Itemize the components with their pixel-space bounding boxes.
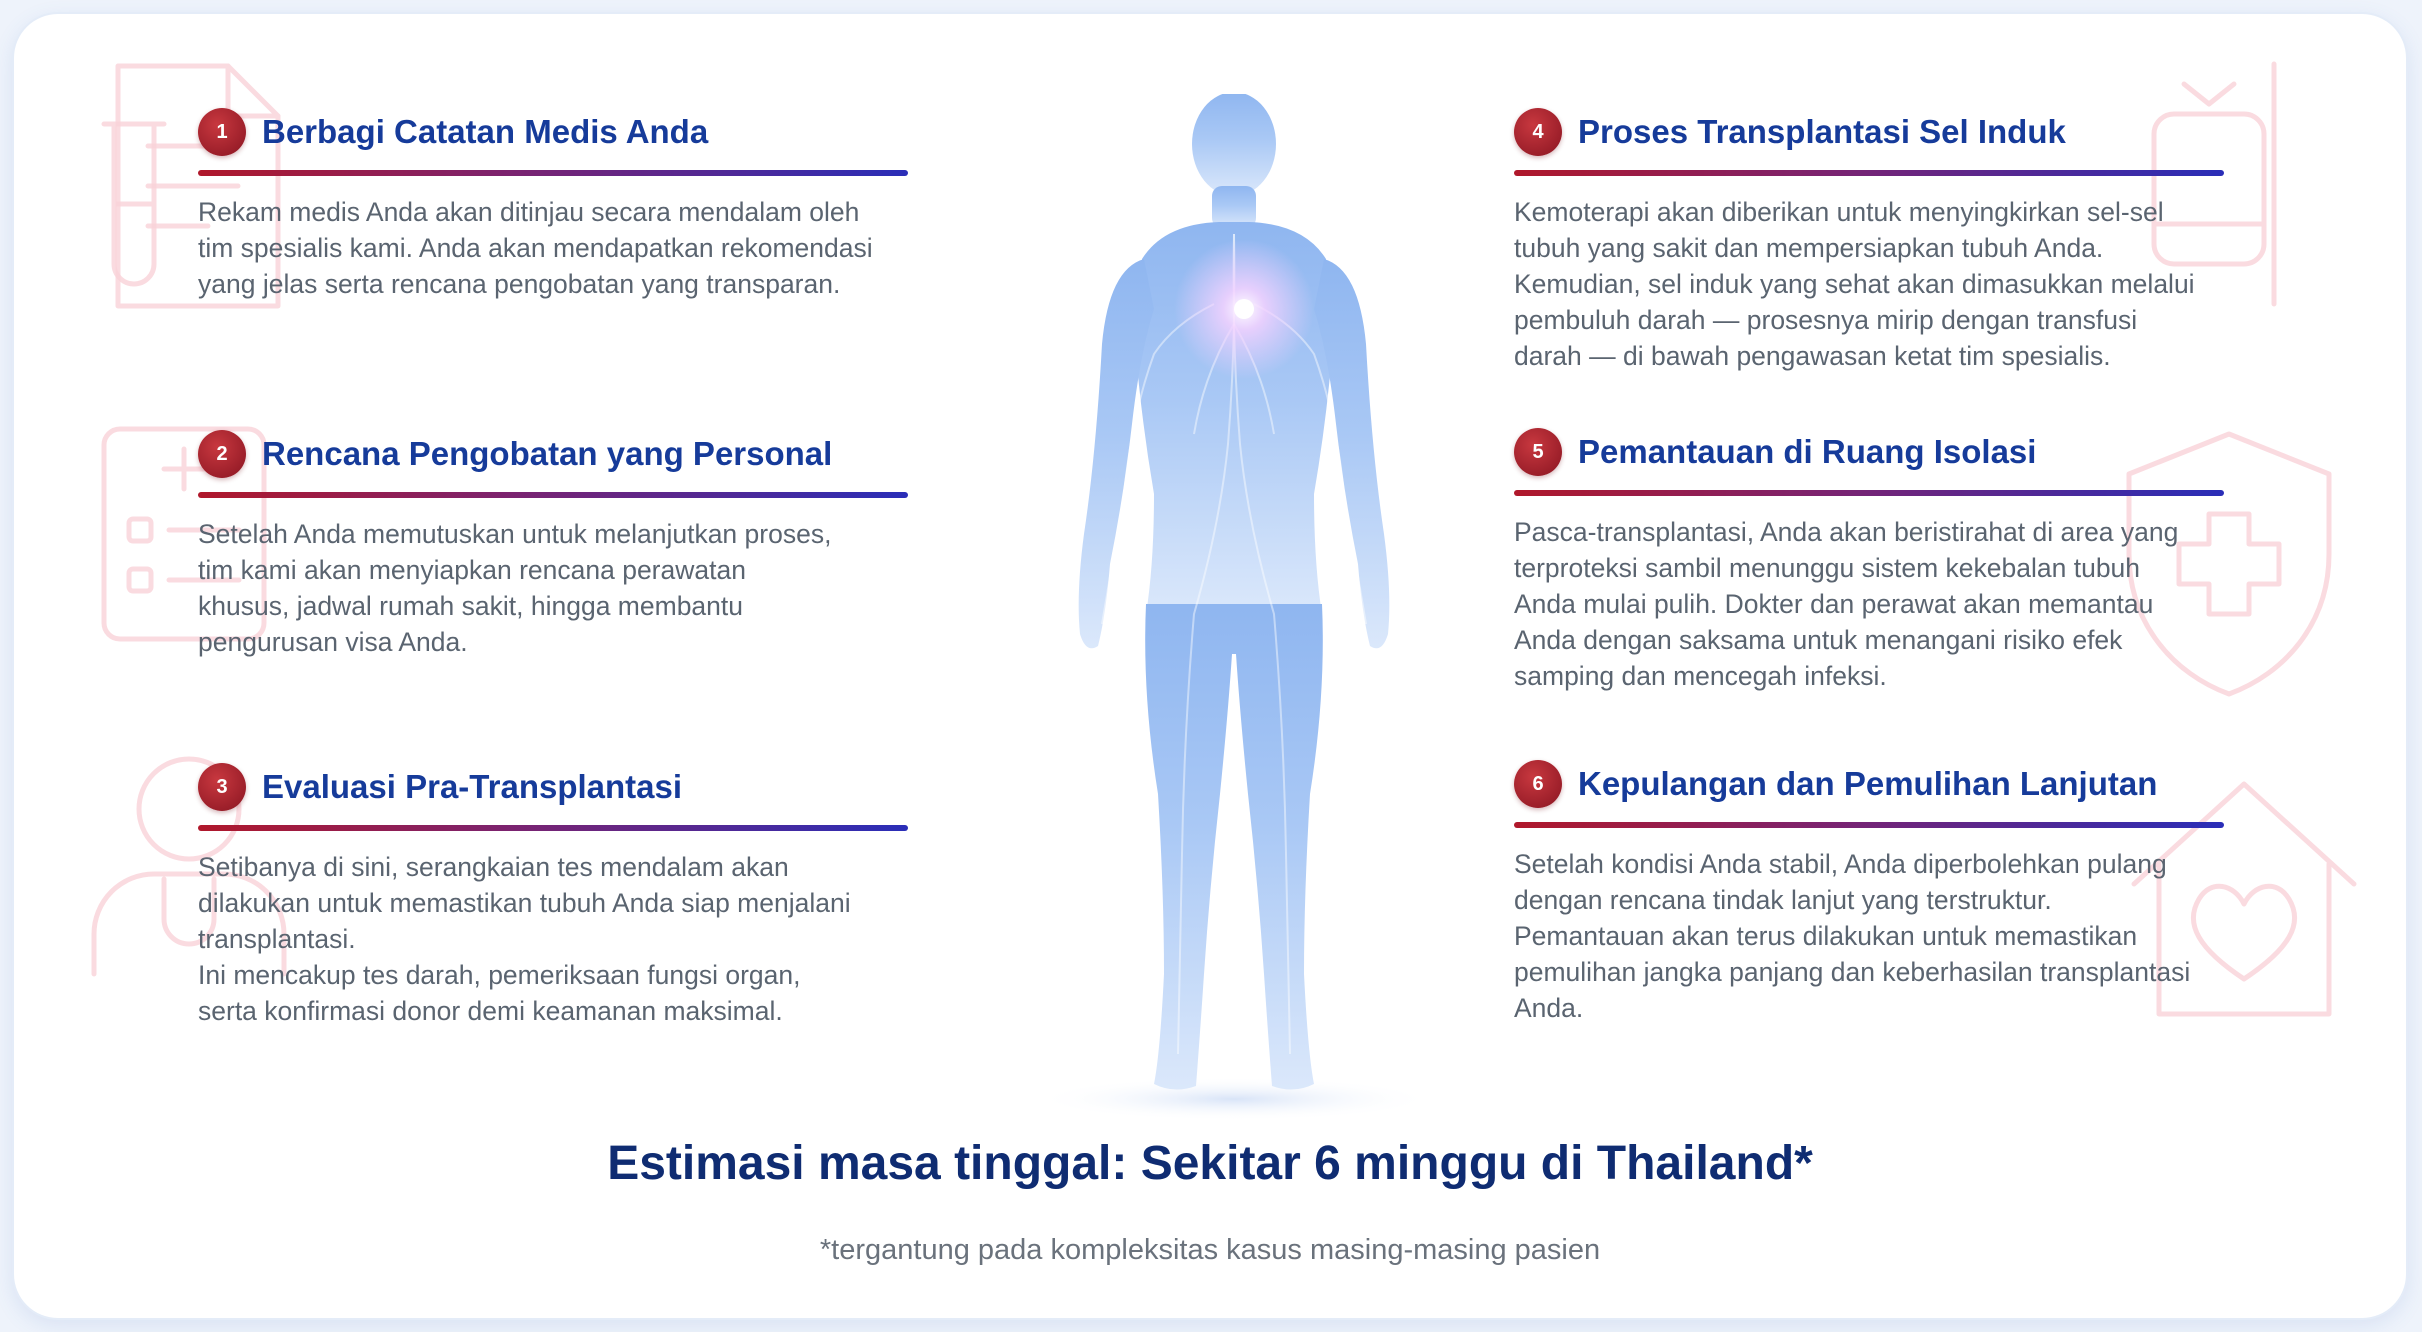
step-2 xyxy=(198,424,908,660)
step-title: Proses Transplantasi Sel Induk xyxy=(1578,113,2066,150)
step-number-badge: 5 xyxy=(1514,428,1562,476)
step-divider xyxy=(198,825,908,831)
step-number-badge: 4 xyxy=(1514,108,1562,156)
step-6 xyxy=(1514,754,2224,1026)
step-header xyxy=(198,424,908,488)
step-title: Evaluasi Pra-Transplantasi xyxy=(262,768,683,805)
step-description: Kemoterapi akan diberikan untuk menyingkirkan sel-sel tubuh yang sakit dan mempersiapkan tubuh Anda. Kemudian, sel induk yang sehat akan dimasukkan melalui pembuluh darah — prosesnya mirip dengan transfusi darah — di bawah pengawasan ketat tim spesialis. xyxy=(1514,197,2195,371)
step-description: Pasca-transplantasi, Anda akan beristirahat di area yang terproteksi sambil menunggu sistem kekebalan tubuh Anda mulai pulih. Dokter dan perawat akan memantau Anda dengan saksama untuk menangani risiko efek samping dan mencegah infeksi. xyxy=(1514,517,2179,691)
step-number-badge: 1 xyxy=(198,108,246,156)
step-header xyxy=(1514,102,2224,166)
step-description: Setibanya di sini, serangkaian tes mendalam akan dilakukan untuk memastikan tubuh Anda siap menjalani transplantasi. Ini mencakup tes darah, pemeriksaan fungsi organ, serta konfirmasi donor demi keamanan maksimal. xyxy=(198,852,851,1026)
step-divider xyxy=(198,492,908,498)
step-4 xyxy=(1514,102,2224,374)
step-1 xyxy=(198,102,908,302)
step-number-badge: 3 xyxy=(198,763,246,811)
human-body-illustration xyxy=(1014,94,1454,1124)
step-divider xyxy=(1514,822,2224,828)
test-tube-icon xyxy=(74,104,194,324)
step-5 xyxy=(1514,422,2224,694)
step-title: Rencana Pengobatan yang Personal xyxy=(262,435,833,472)
step-number-badge: 6 xyxy=(1514,760,1562,808)
step-title: Kepulangan dan Pemulihan Lanjutan xyxy=(1578,765,2158,802)
step-divider xyxy=(198,170,908,176)
step-title: Berbagi Catatan Medis Anda xyxy=(262,113,709,150)
step-header xyxy=(1514,422,2224,486)
step-description: Setelah kondisi Anda stabil, Anda diperbolehkan pulang dengan rencana tindak lanjut yang terstruktur. Pemantauan akan terus dilakukan untuk memastikan pemulihan jangka panjang dan keberhasilan transplantasi Anda. xyxy=(1514,849,2191,1023)
stay-estimate-heading: Estimasi masa tinggal: Sekitar 6 minggu di Thailand* xyxy=(607,1137,1813,1190)
step-header xyxy=(1514,754,2224,818)
stay-estimate-footnote: *tergantung pada kompleksitas kasus masing-masing pasien xyxy=(819,1234,1601,1266)
step-number-badge: 2 xyxy=(198,430,246,478)
step-title: Pemantauan di Ruang Isolasi xyxy=(1578,433,2037,470)
step-header xyxy=(198,757,908,821)
step-description: Setelah Anda memutuskan untuk melanjutkan proses, tim kami akan menyiapkan rencana perawatan khusus, jadwal rumah sakit, hingga membantu pengurusan visa Anda. xyxy=(198,519,832,657)
step-divider xyxy=(1514,170,2224,176)
step-header xyxy=(198,102,908,166)
step-divider xyxy=(1514,490,2224,496)
step-description: Rekam medis Anda akan ditinjau secara mendalam oleh tim spesialis kami. Anda akan mendapatkan rekomendasi yang jelas serta rencana pengobatan yang transparan. xyxy=(198,197,873,299)
infographic-card xyxy=(14,14,2406,1318)
step-3 xyxy=(198,757,908,1029)
